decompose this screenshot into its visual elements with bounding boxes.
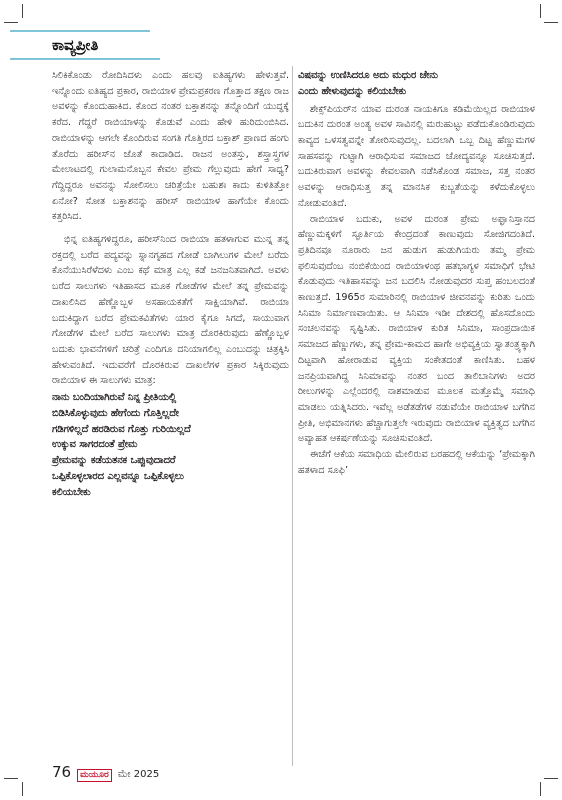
verse-line: ಒಪ್ಪಿಕೊಳ್ಳಲಾರದ ಎಲ್ಲವನ್ನೂ ಒಪ್ಪಿಕೊಳ್ಳಲು xyxy=(52,471,184,483)
crop-mark xyxy=(4,778,18,779)
header-rule-bottom xyxy=(10,58,160,60)
verse-line: ನಾನು ಬಂದಿಯಾಗಿರುವೆ ನಿನ್ನ ಪ್ರೀತಿಯಲ್ಲಿ xyxy=(52,392,177,404)
paragraph: ಈಚೆಗೆ ಆಕೆಯ ಸಮಾಧಿಯ ಮೇಲಿರುವ ಬರಹದಲ್ಲಿ ಆಕೆಯನ್ನು ‘ಪ್ರೇಮಕ್ಕಾಗಿ ಹತಳಾದ ಸೂಫಿ’ xyxy=(298,449,535,476)
right-column xyxy=(298,68,535,478)
verse-line: ಪ್ರೇಮವನ್ನು ಕಡೆಯತನಕ ಒಪ್ಪುವುದಾದರೆ xyxy=(52,455,176,467)
verse-line: ಗಡಿಗಳಿಲ್ಲದೆ ಹರಡಿರುವ ಗೊತ್ತು ಗುರಿಯಿಲ್ಲದೆ xyxy=(52,423,191,435)
crop-mark xyxy=(544,22,558,23)
left-column xyxy=(52,68,289,501)
page-number: 76 xyxy=(52,763,72,781)
crop-mark xyxy=(22,4,23,18)
crop-mark xyxy=(540,4,541,18)
verse-line: ಬಿಡಿಸಿಕೊಳ್ಳುವುದು ಹೇಗೆಂದು ಗೊತ್ತಿಲ್ಲದೇ xyxy=(52,407,179,419)
verse-line: ಎಂದು ಹೇಳುವುದನ್ನು ಕಲಿಯಬೇಕು xyxy=(298,85,407,97)
verse-line: ವಿಷವನ್ನು ಉಣಿಸಿದರೂ ಅದು ಮಧುರ ಜೇನು xyxy=(298,70,438,81)
section-header xyxy=(0,30,180,60)
paragraph: ಭಿನ್ನ ಐತಿಹ್ಯಗಳಿದ್ದರೂ, ಹರೀಸ್‌ನಿಂದ ರಾಬಿಯಾ ಹತಳಾಗುವ ಮುನ್ನ ತನ್ನ ರಕ್ತದಲ್ಲಿ ಬರೆದ ಪದ್ಯವನ್ನು ಸ್ನಾನಗೃಹದ ಗೋಡೆ ಬಾಗಿಲುಗಳ ಮೇಲೆ ಬರೆದು ಕೊನೆಯುಸಿರೆಳೆದಳು ಎಂಬ ಕಥೆ ಮಾತ್ರ ಎಲ್ಲ ಕಡೆ ಜನಜನಿತವಾಗಿದೆ. ಅವಳು ಬರೆದ ಸಾಲುಗಳು ಇತಿಹಾಸದ ಮೂಕ ಗೋಡೆಗಳ ಮೇಲೆ ತನ್ನ ಪ್ರೇಮವನ್ನು ದಾಖಲಿಸಿದ ಹೆಣ್ಣೊಬ್ಬಳ ಅಸಹಾಯಕತೆಗೆ ಸಾಕ್ಷಿಯಾಗಿವೆ. ರಾಬಿಯಾ ಬದುಕಿದ್ದಾಗ ಬರೆದ ಪ್ರೇಮಕವಿತೆಗಳು ಯಾರ ಕೈಗೂ ಸಿಗದೆ, ಸಾಯುವಾಗ ಗೋಡೆಗಳ ಮೇಲೆ ಬರೆದ ಸಾಲುಗಳು ಮಾತ್ರ ದೊರಕಿರುವುದು ಹೆಣ್ಣೊಬ್ಬಳ ಬದುಕು ಭಾವನೆಗಳಿಗೆ ಚರಿತ್ರೆ ಎಂದಿಗೂ ದನಿಯಾಗಲಿಲ್ಲ ಎಂಬುದನ್ನು ಚಿತ್ರಕ್ಕಿಸಿ ಹೇಳುವಂತಿದೆ. ಇದುವರೆಗೆ ದೊರಕಿರುವ ದಾಖಲೆಗಳ ಪ್ರಕಾರ ಸಿಕ್ಕಿರುವುದು ರಾಬಿಯಾಳ ಈ ಸಾಲುಗಳು ಮಾತ್ರ: xyxy=(52,234,289,387)
crop-mark xyxy=(22,782,23,796)
column-divider xyxy=(292,66,293,766)
crop-mark xyxy=(544,778,558,779)
page-footer xyxy=(52,763,159,783)
section-title: ಕಾವ್ಯಪ್ರೀತಿ xyxy=(52,36,99,54)
verse-line: ಕಲಿಯಬೇಕು xyxy=(52,486,91,498)
paragraph: ರಾಬಿಯಾಳ ಬದುಕು, ಅವಳ ದುರಂತ ಪ್ರೇಮ ಅಫ್ಘಾನಿಸ್ತಾನದ ಹೆಣ್ಣುಮಕ್ಕಳಿಗೆ ಸ್ಫೂರ್ತಿಯ ಕೇಂದ್ರದಂತೆ ಕಾಣುವುದು ಸೋಜಿಗದಂತಿದೆ. ಪ್ರತಿದಿನವೂ ನೂರಾರು ಜನ ಹುಡುಗ ಹುಡುಗಿಯರು ತಮ್ಮ ಪ್ರೇಮ ಫಲಿಸುವುದೆಂಬ ನಂಬಿಕೆಯಿಂದ ರಾಬಿಯಾಳಂಥ ಹತಭಾಗ್ಯಳ ಸಮಾಧಿಗೆ ಭೇಟಿ ಕೊಡುವುದು ಇತಿಹಾಸವನ್ನು ಜನ ಬದಲಿಸಿ ನೋಡುವುದರ ಸುಪ್ತ ಹಂಬಲದಂತೆ ಕಾಣುತ್ತದೆ. 1965ರ ಸುಮಾರಿನಲ್ಲಿ ರಾಬಿಯಾಳ ಜೀವನವನ್ನು ಕುರಿತು ಒಂದು ಸಿನಿಮಾ ನಿರ್ಮಾಣವಾಯಿತು. ಆ ಸಿನಿಮಾ ಇಡೀ ದೇಶದಲ್ಲಿ ಹೊಸದೊಂದು ಸಂಚಲನವನ್ನು ಸೃಷ್ಟಿಸಿತು. ರಾಬಿಯಾಳ ಕುರಿತ ಸಿನಿಮಾ, ಸಾಂಪ್ರದಾಯಿಕ ಸಮಾಜದ ಹೆಣ್ಣುಗಳು, ತನ್ನ ಪ್ರೇಮ-ಕಾಮದ ಹಾಗೇ ಅಭಿವ್ಯಕ್ತಿಯ ಸ್ವಾತಂತ್ರ್ಯಕ್ಕಾಗಿ ದಿಟ್ಟವಾಗಿ ಹೋರಾಡುವ ವ್ಯಕ್ತಿಯ ಸಂಕೇತದಂತೆ ಕಾಣಿಸಿತು. ಬಹಳ ಜನಪ್ರಿಯವಾಗಿದ್ದ ಸಿನಿಮಾವನ್ನು ನಂತರ ಬಂದ ತಾಲಿಬಾನಿಗಳು ಅದರ ರೀಲುಗಳನ್ನು ಎಲ್ಲೆಂದರಲ್ಲಿ ನಾಶಮಾಡುವ ಮೂಲಕ ಮತ್ತೊಮ್ಮೆ ಸಮಾಧಿ ಮಾಡಲು ಯತ್ನಿಸಿದರು. ಇವೆಲ್ಲ ಅಡೆತಡೆಗಳ ನಡುವೆಯೇ ರಾಬಿಯಾಳ ಬಗೆಗಿನ ಪ್ರೀತಿ, ಅಭಿಮಾನಗಳು ಹೆಚ್ಚಾಗುತ್ತಲೇ ಇರುವುದು ರಾಬಿಯಾಳ ವ್ಯಕ್ತಿತ್ವದ ಬಗೆಗಿನ ಅವ್ಯಾಹತ ಆಕರ್ಷಣೆಯನ್ನು ಸೂಚಿಸುವಂತಿದೆ. xyxy=(298,213,535,445)
issue-date: ಮೇ 2025 xyxy=(117,769,160,780)
header-rule-top xyxy=(10,30,150,32)
paragraph: ಶೇಕ್ಸ್‌ಪಿಯರ್‌ನ ಯಾವ ದುರಂತ ನಾಯಕಿಗೂ ಕಡಿಮೆಯಿಲ್ಲದ ರಾಬಿಯಾಳ ಬದುಕಿನ ದುರಂತ ಅಂತ್ಯ ಅವಳ ಸಾವಿನಲ್ಲಿ ಮರುಹುಟ್ಟು ಪಡೆದುಕೊಂಡಿರುವುದು ಕಾವ್ಯದ ಒಳಸತ್ವವನ್ನೇ ತೋರಿಸುವುದಲ್ಲ. ಬದಲಾಗಿ ಒಬ್ಬ ದಿಟ್ಟ ಹೆಣ್ಣುಮಗಳ ಸಾಹಸವನ್ನು ಗುಟ್ಟಾಗಿ ಆರಾಧಿಸುವ ಸಮಾಜದ ಚೋದ್ಯವನ್ನೂ ಸೂಚಿಸುತ್ತದೆ. ಬದುಕಿರುವಾಗ ಅವಳನ್ನು ಕೇವಲವಾಗಿ ನಡೆಸಿಕೊಂಡ ಸಮಾಜ, ಸತ್ತ ನಂತರ ಅವಳನ್ನು ಆರಾಧಿಸುತ್ತ ತನ್ನ ಮಾನಸಿಕ ಕುಬ್ಜತೆಯನ್ನು ಕಳೆದುಕೊಳ್ಳಲು ನೋಡುವಂತಿದೆ. xyxy=(298,103,535,209)
magazine-logo: ಮಯೂರ xyxy=(77,769,112,782)
paragraph: ಸಿಲಿಕಿಕೊಂಡು ರೋದಿಸಿದಳು ಎಂದು ಹಲವು ಐತಿಹ್ಯಗಳು ಹೇಳುತ್ತವೆ. ಇನ್ನೊಂದು ಐತಿಹ್ಯದ ಪ್ರಕಾರ, ರಾಬಿಯಾಳ ಪ್ರೇಮಪ್ರಕರಣ ಗೊತ್ತಾದ ತಕ್ಷಣ ರಾಜ ಅವಳನ್ನು ಕೊಂದುಹಾಕಿದ. ಕೊಂದ ನಂತರ ಬಕ್ತಾಶನನ್ನು ತನ್ನೊಂದಿಗೆ ಯುದ್ಧಕ್ಕೆ ಕರೆದ. ಗೆದ್ದರೆ ರಾಬಿಯಾಳನ್ನು ಕೊಡುವೆ ಎಂದು ಹೇಳಿ ಹುರಿದುಂಬಿಸಿದ. ರಾಬಿಯಾಳನ್ನು ಆಗಲೇ ಕೊಂದಿರುವ ಸಂಗತಿ ಗೊತ್ತಿರದ ಬಕ್ತಾಶ್ ಪ್ರಾಣದ ಹಂಗು ತೊರೆದು ಹರೀಸ್‌ನ ಜೊತೆ ಕಾದಾಡಿದ. ರಾಜನ ಅಂತಸ್ತು, ಶಸ್ತ್ರಾಸ್ತ್ರಗಳ ಮೇಲಾಟದಲ್ಲಿ ಗುಲಾಮನೊಬ್ಬನ ಕೇವಲ ಪ್ರೇಮ ಗೆಲ್ಲುವುದು ಹೇಗೆ ಸಾಧ್ಯ? ಗೆದ್ದಿದ್ದರೂ ಅವನನ್ನು ಸೋಲಿಸಲು ಚರಿತ್ರೆಯೇ ಬಹುಶಃ ಕಾದು ಕುಳಿತಿತ್ತೋ ಏನೋ? ಸೋತ ಬಕ್ತಾಶನನ್ನು ಹರೀಸ್ ರಾಬಿಯಾಳ ಹಾಗೆಯೇ ಕೊಂದು ಕತ್ತರಿಸಿದ. xyxy=(52,70,289,223)
poem-verse xyxy=(298,68,535,100)
verse-line: ಉಕ್ಕುವ ಸಾಗರದಂತೆ ಪ್ರೇಮ xyxy=(52,439,138,451)
crop-mark xyxy=(540,782,541,796)
poem-verse xyxy=(52,390,289,501)
crop-mark xyxy=(4,22,18,23)
